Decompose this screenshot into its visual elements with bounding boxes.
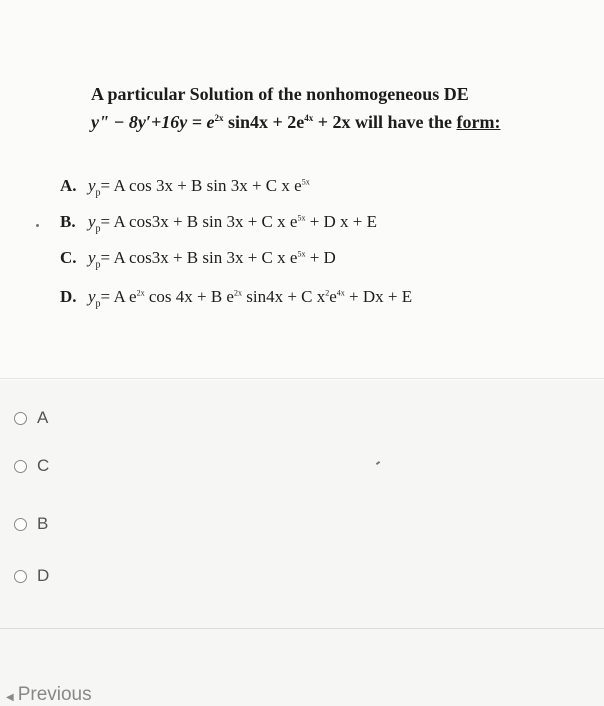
choice-c[interactable]: C: [14, 456, 49, 476]
option-c: C. $y_p= A$ cos3x + B sin 3x + C x $e^{5x} + D$: [60, 248, 336, 271]
previous-button[interactable]: ◀ Previous: [6, 684, 92, 705]
chevron-left-icon: ◀: [6, 692, 14, 703]
footer-divider: [0, 628, 604, 629]
divider: [0, 378, 604, 379]
stray-mark: [376, 461, 380, 465]
radio-icon[interactable]: [14, 518, 27, 531]
option-d: D. $y_p= A$ $e^{2x}$ cos 4x + B $e^{2x}$ sin4x + C $x^2e^{4x} + Dx + E$: [60, 287, 413, 310]
choice-a[interactable]: A: [14, 408, 48, 428]
stray-dot: [36, 224, 39, 227]
choice-d[interactable]: D: [14, 566, 49, 586]
radio-icon[interactable]: [14, 460, 27, 473]
option-a: A. $y_p= A$ cos 3x + B sin 3x + C x $e^{5x}$: [60, 176, 310, 199]
radio-icon[interactable]: [14, 412, 27, 425]
choice-b[interactable]: B: [14, 514, 48, 534]
question-title: A particular Solution of the nonhomogeneous DE: [91, 84, 469, 104]
option-b: B. $y_p= A$ cos3x + B sin 3x + C x $e^{5x} + D$ x + E: [60, 212, 378, 235]
radio-icon[interactable]: [14, 570, 27, 583]
question-equation: y" − $8y'+16y = e^{2x}$ $\sin 4x + 2e^{4x} + 2x$ will have the form:: [91, 112, 501, 132]
